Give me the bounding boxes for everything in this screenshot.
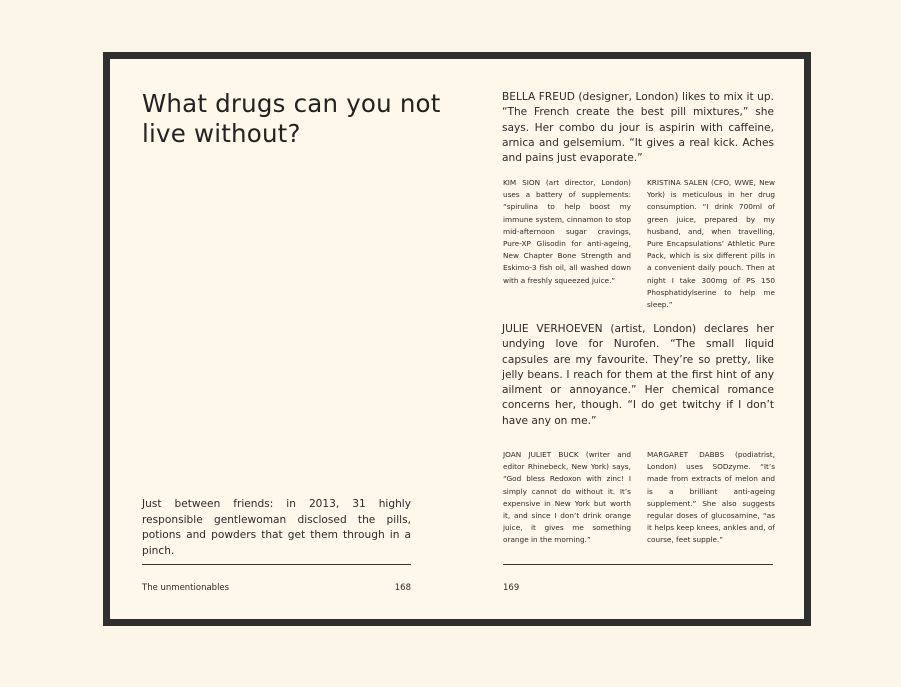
right-page	[457, 59, 804, 619]
julie-verhoeven-paragraph: JULIE VERHOEVEN (artist, London) declares her undying love for Nurofen. “The small liquid capsules are my favourite. They’re so pretty, like jelly beans. I reach for them at the first hint of any ailment or annoyance.” Her chemical romance concerns her, though. “I do get twitchy if I don’t have any on me.”	[502, 323, 774, 427]
kristina-salen-paragraph: KRISTINA SALEN (CFO, WWE, New York) is meticulous in her drug consumption. “I drink 700ml of green juice, prepared by my husband, and, when travelling, Pure Encapsulations’ Athletic Pure Pack, which is six different pills in a convenient daily pouch. Then at night I take 300mg of PS 150 Phosphatidylserine to help me sleep.”	[647, 178, 775, 310]
kim-sion-paragraph: KIM SION (art director, London) uses a battery of supplements: “spirulina to help boost my immune system, cinnamon to stop mid-afternoon sugar cravings, Pure-XP Glisodin for anti-ageing, New Chapter Bone Strength and Eskimo-3 fish oil, all washed down with a freshly squeezed juice.”	[503, 178, 631, 285]
page-title: What drugs can you not live without?	[142, 89, 441, 148]
margaret-dabbs-paragraph: MARGARET DABBS (podiatrist, London) uses SODzyme. “It’s made from extracts of melon and is a brilliant anti-ageing supplement.” She also suggests regular doses of glucosamine, “as it helps keep knees, ankles and, of course, feet supple.”	[647, 450, 775, 545]
page-number-left: 168	[394, 583, 411, 593]
bella-freud-paragraph: BELLA FREUD (designer, London) likes to mix it up. “The French create the best pill mixtures,” she says. Her combo du jour is aspirin with caffeine, arnica and gelsemium. “It gives a real kick. Aches and pains just evaporate.”	[502, 91, 774, 165]
left-page	[110, 59, 457, 619]
joan-juliet-buck-paragraph: JOAN JULIET BUCK (writer and editor Rhinebeck, New York) says, “God bless Redoxon with zinc! I simply cannot do without it. It’s expensive in New York but worth it, and since I don’t drink orange juice, it gives me something orange in the morning.”	[503, 450, 631, 545]
footer-divider-left	[142, 564, 411, 565]
intro-paragraph: Just between friends: in 2013, 31 highly responsible gentlewoman disclosed the pills, potions and powders that get them through in a pinch.	[142, 498, 411, 557]
page-number-right: 169	[503, 583, 520, 593]
running-footer-title: The unmentionables	[142, 583, 230, 593]
footer-divider-right	[503, 564, 773, 565]
book-spread	[103, 52, 811, 626]
